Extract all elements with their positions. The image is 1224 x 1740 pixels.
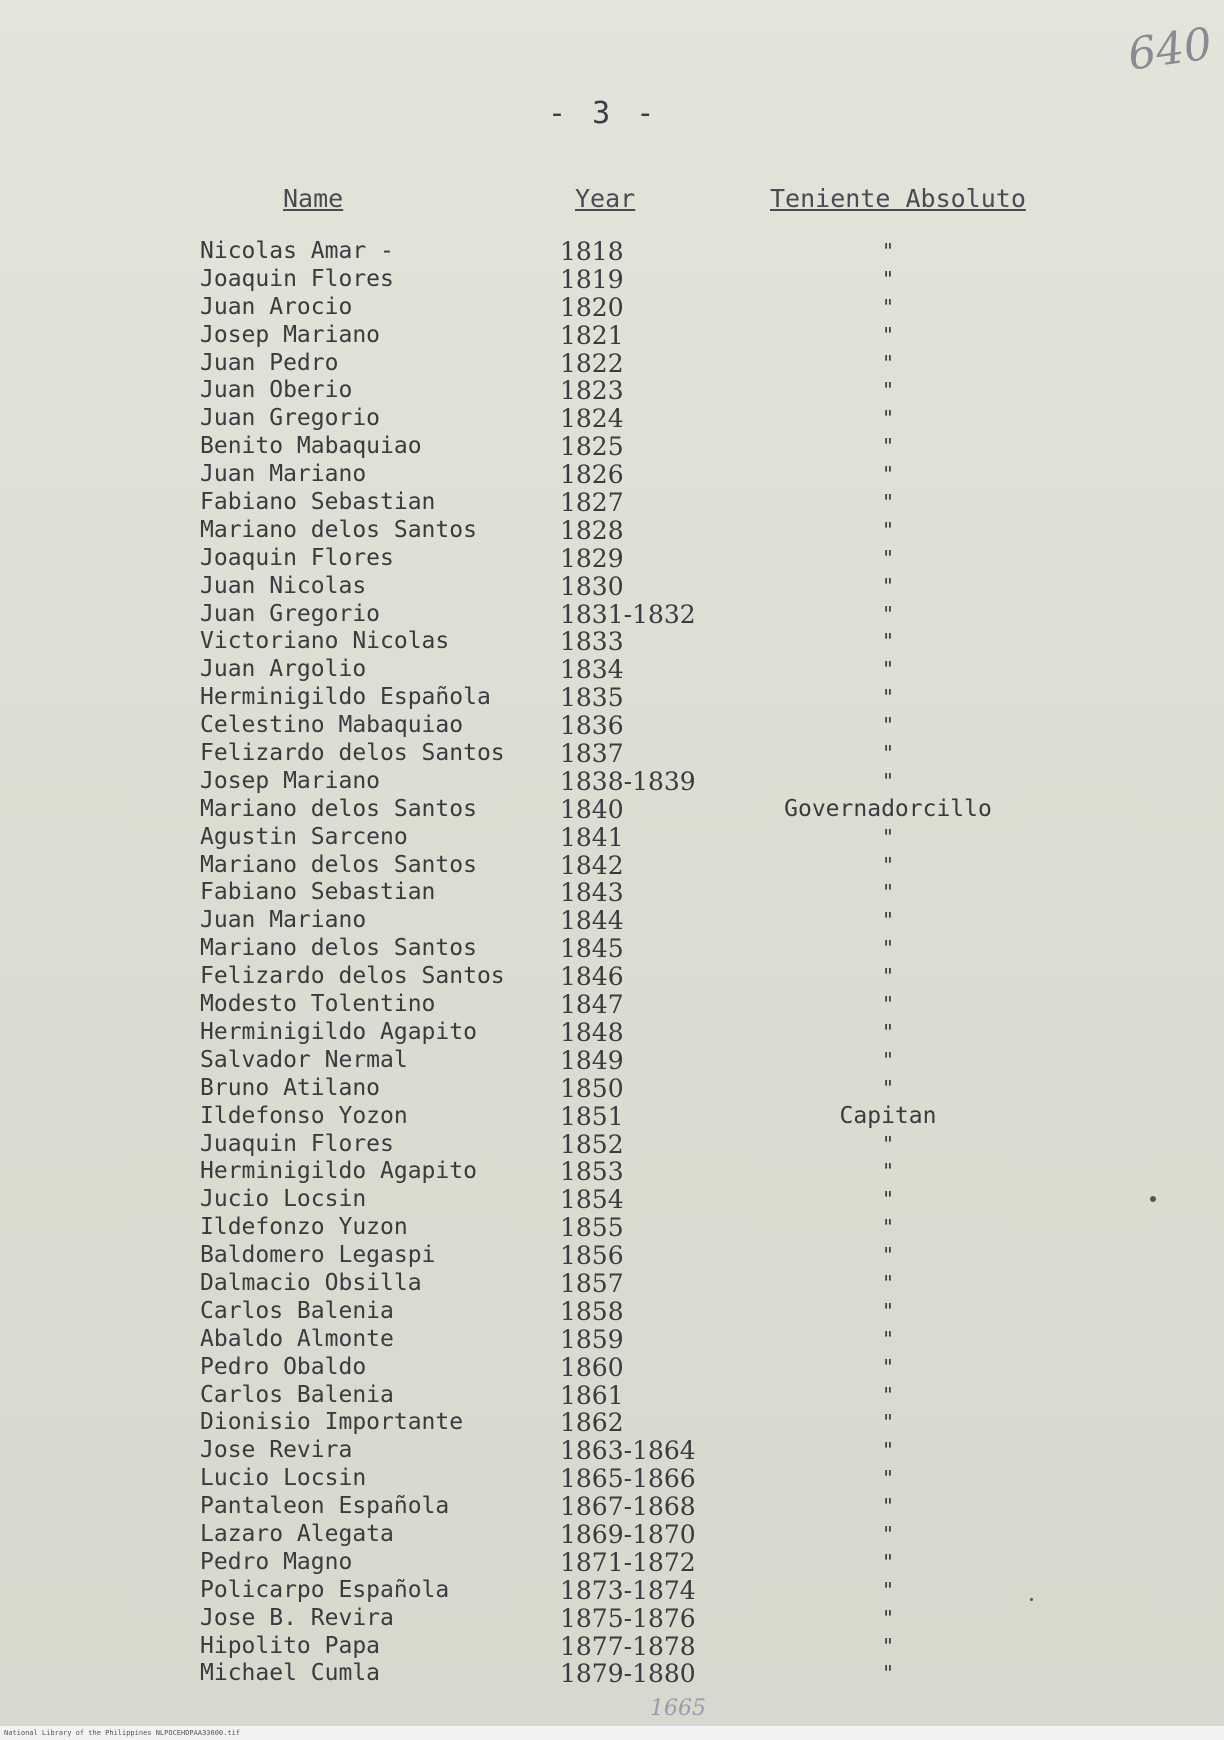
official-year: 1837 [560, 739, 624, 769]
official-name: Jucio Locsin [200, 1186, 367, 1213]
official-year: 1823 [560, 376, 624, 406]
table-row [0, 266, 1224, 294]
column-header-year: Year [575, 184, 636, 213]
table-row [0, 1075, 1224, 1103]
table-row [0, 1382, 1224, 1410]
official-title: " [881, 1605, 895, 1630]
official-year: 1842 [560, 850, 624, 880]
official-year: 1855 [560, 1213, 624, 1243]
official-title: " [881, 517, 895, 542]
official-title: " [881, 992, 895, 1017]
table-row [0, 852, 1224, 880]
table-row [0, 1577, 1224, 1605]
official-year: 1865-1866 [560, 1464, 696, 1494]
official-year: 1879-1880 [560, 1659, 696, 1689]
official-name: Dionisio Importante [200, 1409, 464, 1436]
table-row [0, 377, 1224, 405]
official-name: Mariano delos Santos [200, 516, 477, 543]
table-row [0, 879, 1224, 907]
official-title: " [881, 601, 895, 626]
official-title: " [881, 1326, 895, 1351]
official-year: 1824 [560, 404, 624, 434]
official-year: 1860 [560, 1352, 624, 1382]
table-row [0, 433, 1224, 461]
table-row [0, 1549, 1224, 1577]
official-year: 1859 [560, 1324, 624, 1354]
official-name: Ildefonso Yozon [200, 1102, 408, 1129]
table-row [0, 1633, 1224, 1661]
official-year: 1840 [560, 794, 624, 824]
official-year: 1871-1872 [560, 1547, 696, 1577]
official-name: Policarpo Española [200, 1576, 450, 1603]
official-year: 1827 [560, 488, 624, 518]
official-name: Baldomero Legaspi [200, 1242, 436, 1269]
official-name: Juan Nicolas [200, 572, 367, 599]
official-name: Josep Mariano [200, 767, 381, 794]
official-title: " [881, 1159, 895, 1184]
official-year: 1857 [560, 1268, 624, 1298]
official-name: Juan Gregorio [200, 405, 381, 432]
official-name: Herminigildo Agapito [200, 1158, 477, 1185]
table-row [0, 712, 1224, 740]
official-year: 1873-1874 [560, 1575, 696, 1605]
table-row [0, 796, 1224, 824]
official-name: Ildefonzo Yuzon [200, 1214, 408, 1241]
official-year: 1845 [560, 934, 624, 964]
column-header-name: Name [283, 184, 344, 213]
official-title: " [881, 1466, 895, 1491]
official-name: Nicolas Amar - [200, 238, 394, 264]
official-title: " [881, 1382, 895, 1407]
official-year: 1867-1868 [560, 1492, 696, 1522]
table-row [0, 907, 1224, 935]
table-row [0, 405, 1224, 433]
official-title: " [881, 239, 895, 263]
official-title: " [881, 1298, 895, 1323]
table-row [0, 1158, 1224, 1186]
official-year: 1851 [560, 1101, 624, 1131]
official-title: " [881, 1521, 895, 1546]
official-name: Juan Pedro [200, 349, 339, 376]
table-row [0, 740, 1224, 768]
official-name: Mariano delos Santos [200, 795, 477, 822]
official-name: Jose Revira [200, 1437, 353, 1464]
official-title: " [881, 713, 895, 738]
table-row [0, 1409, 1224, 1437]
official-year: 1875-1876 [560, 1603, 696, 1633]
official-year: 1828 [560, 515, 624, 545]
official-year: 1862 [560, 1408, 624, 1438]
official-name: Fabiano Sebastian [200, 879, 436, 906]
official-title: " [881, 657, 895, 682]
table-row [0, 1131, 1224, 1159]
table-row [0, 963, 1224, 991]
official-year: 1822 [560, 348, 624, 378]
table-row [0, 684, 1224, 712]
official-year: 1844 [560, 906, 624, 936]
official-name: Carlos Balenia [200, 1297, 394, 1324]
official-name: Lazaro Alegata [200, 1520, 394, 1547]
official-name: Victoriano Nicolas [200, 628, 450, 655]
official-title: " [881, 741, 895, 766]
table-row [0, 322, 1224, 350]
official-title: " [881, 266, 895, 291]
table-row [0, 1298, 1224, 1326]
table-row [0, 1521, 1224, 1549]
official-name: Josep Mariano [200, 321, 381, 348]
official-title: " [881, 573, 895, 598]
official-title: " [881, 1494, 895, 1519]
official-year: 1834 [560, 655, 624, 685]
official-name: Juan Argolio [200, 656, 367, 683]
official-name: Bruno Atilano [200, 1074, 381, 1101]
official-name: Pedro Magno [200, 1548, 353, 1575]
official-title: " [881, 1019, 895, 1044]
table-row [0, 1605, 1224, 1633]
official-title: " [881, 406, 895, 431]
official-year: 1835 [560, 683, 624, 713]
official-name: Modesto Tolentino [200, 991, 436, 1018]
table-row [0, 1493, 1224, 1521]
handwritten-page-number: 640 [1124, 18, 1216, 81]
official-title: " [881, 936, 895, 961]
page-number: - 3 - [548, 96, 659, 131]
official-name: Herminigildo Agapito [200, 1018, 477, 1045]
official-year: 1849 [560, 1045, 624, 1075]
table-row [0, 573, 1224, 601]
official-title: " [881, 852, 895, 877]
official-name: Mariano delos Santos [200, 935, 477, 962]
table-row [0, 935, 1224, 963]
official-year: 1826 [560, 460, 624, 490]
official-year: 1850 [560, 1073, 624, 1103]
official-year: 1869-1870 [560, 1519, 696, 1549]
official-name: Lucio Locsin [200, 1465, 367, 1492]
official-year: 1819 [560, 264, 624, 294]
handwritten-initials: 1665 [650, 1696, 706, 1721]
official-name: Salvador Nermal [200, 1046, 408, 1073]
table-row [0, 628, 1224, 656]
official-name: Juan Oberio [200, 377, 353, 404]
official-name: Mariano delos Santos [200, 851, 477, 878]
official-title: " [881, 1131, 895, 1156]
official-name: Juan Mariano [200, 907, 367, 934]
official-title: " [881, 350, 895, 375]
table-row [0, 824, 1224, 852]
official-name: Joaquin Flores [200, 544, 394, 571]
official-title: " [881, 880, 895, 905]
table-row [0, 238, 1224, 266]
official-year: 1831-1832 [560, 599, 696, 629]
official-year: 1858 [560, 1296, 624, 1326]
official-name: Joaquin Flores [200, 265, 394, 292]
table-row [0, 1465, 1224, 1493]
official-title: " [881, 1187, 895, 1212]
official-year: 1877-1878 [560, 1631, 696, 1661]
table-row [0, 1326, 1224, 1354]
official-title: " [881, 1243, 895, 1268]
table-row [0, 1019, 1224, 1047]
official-title: " [881, 434, 895, 459]
table-row [0, 545, 1224, 573]
official-name: Juan Gregorio [200, 600, 381, 627]
official-year: 1854 [560, 1185, 624, 1215]
official-year: 1848 [560, 1017, 624, 1047]
table-row [0, 991, 1224, 1019]
official-year: 1821 [560, 320, 624, 350]
table-row [0, 1242, 1224, 1270]
official-name: Fabiano Sebastian [200, 489, 436, 516]
official-title: " [881, 294, 895, 319]
official-title: Governadorcillo [784, 795, 992, 822]
official-year: 1825 [560, 432, 624, 462]
official-name: Dalmacio Obsilla [200, 1269, 422, 1296]
table-row [0, 1186, 1224, 1214]
official-year: 1856 [560, 1241, 624, 1271]
official-name: Herminigildo Española [200, 684, 491, 711]
official-title: " [881, 462, 895, 487]
official-name: Juaquin Flores [200, 1130, 394, 1157]
official-title: " [881, 1410, 895, 1435]
official-title: " [881, 1215, 895, 1240]
official-name: Felizardo delos Santos [200, 963, 505, 990]
official-name: Juan Arocio [200, 293, 353, 320]
official-name: Felizardo delos Santos [200, 740, 505, 767]
scan-footer: National Library of the Philippines NLPOCEHDPAA33600.tif [0, 1726, 1224, 1740]
official-title: " [881, 824, 895, 849]
table-row [0, 601, 1224, 629]
official-year: 1836 [560, 711, 624, 741]
table-row [0, 350, 1224, 378]
official-title: " [881, 1438, 895, 1463]
official-title: " [881, 629, 895, 654]
table-row [0, 294, 1224, 322]
official-name: Carlos Balenia [200, 1381, 394, 1408]
official-name: Hipolito Papa [200, 1632, 381, 1659]
official-title: " [881, 1075, 895, 1100]
table-row [0, 461, 1224, 489]
official-year: 1847 [560, 990, 624, 1020]
official-list [0, 238, 1224, 1688]
official-year: 1861 [560, 1380, 624, 1410]
official-name: Pedro Obaldo [200, 1353, 367, 1380]
official-year: 1829 [560, 543, 624, 573]
official-title: " [881, 490, 895, 515]
official-year: 1853 [560, 1157, 624, 1187]
table-row [0, 1354, 1224, 1382]
column-header-title: Teniente Absoluto [770, 184, 1026, 213]
table-row [0, 1103, 1224, 1131]
table-row [0, 517, 1224, 545]
official-name: Agustin Sarceno [200, 823, 408, 850]
official-name: Pantaleon Española [200, 1493, 450, 1520]
official-title: " [881, 1633, 895, 1658]
official-title: " [881, 1661, 895, 1686]
official-name: Juan Mariano [200, 461, 367, 488]
official-year: 1843 [560, 878, 624, 908]
official-title: " [881, 378, 895, 403]
table-row [0, 768, 1224, 796]
official-year: 1830 [560, 571, 624, 601]
table-row [0, 1214, 1224, 1242]
official-year: 1852 [560, 1129, 624, 1159]
official-title: " [881, 1354, 895, 1379]
official-title: " [881, 964, 895, 989]
official-name: Jose B. Revira [200, 1604, 394, 1631]
table-row [0, 1437, 1224, 1465]
table-row [0, 489, 1224, 517]
official-title: " [881, 1270, 895, 1295]
official-name: Benito Mabaquiao [200, 433, 422, 460]
official-year: 1833 [560, 627, 624, 657]
speck-mark [1150, 1196, 1156, 1202]
official-title: " [881, 908, 895, 933]
official-title: " [881, 1577, 895, 1602]
table-row [0, 1270, 1224, 1298]
official-year: 1838-1839 [560, 766, 696, 796]
official-title: Capitan [839, 1102, 937, 1129]
official-year: 1863-1864 [560, 1436, 696, 1466]
table-row [0, 1660, 1224, 1688]
official-year: 1846 [560, 962, 624, 992]
official-name: Abaldo Almonte [200, 1325, 394, 1352]
official-title: " [881, 768, 895, 793]
official-name: Celestino Mabaquiao [200, 712, 464, 739]
official-title: " [881, 322, 895, 347]
official-title: " [881, 1549, 895, 1574]
official-title: " [881, 545, 895, 570]
speck-mark [1030, 1598, 1033, 1601]
table-row [0, 1047, 1224, 1075]
official-year: 1820 [560, 292, 624, 322]
table-row [0, 656, 1224, 684]
official-name: Michael Cumla [200, 1660, 381, 1687]
official-year: 1841 [560, 822, 624, 852]
official-title: " [881, 1047, 895, 1072]
official-year: 1818 [560, 237, 624, 266]
official-title: " [881, 685, 895, 710]
